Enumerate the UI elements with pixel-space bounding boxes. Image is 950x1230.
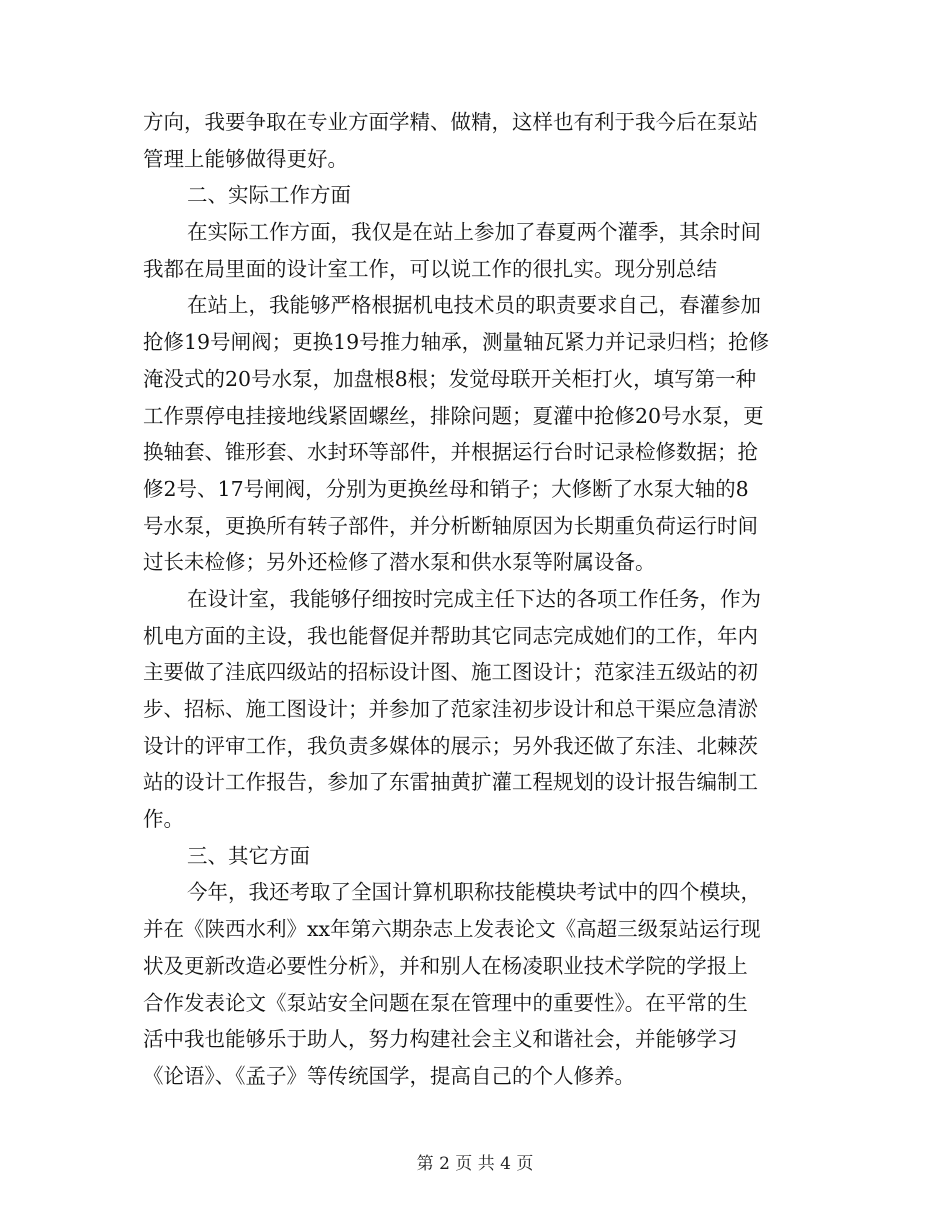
text-line: 设计的评审工作，我负责多媒体的展示；另外我还做了东洼、北棘茨 (143, 733, 758, 758)
text-line: 工作票停电挂接地线紧固螺丝，排除问题；夏灌中抢修20号水泵，更 (143, 403, 764, 428)
text-line: 修2号、17号闸阀，分别为更换丝母和销子；大修断了水泵大轴的8 (143, 476, 749, 501)
text-line: 步、招标、施工图设计；并参加了范家洼初步设计和总干渠应急清淤 (143, 697, 758, 721)
text-line: 今年，我还考取了全国计算机职称技能模块考试中的四个模块， (187, 880, 761, 905)
text-line: 站的设计工作报告，参加了东雷抽黄扩灌工程规划的设计报告编制工 (143, 770, 758, 795)
text-line: 淹没式的20号水泵，加盘根8根；发觉母联开关柜打火，填写第一种 (143, 366, 757, 391)
text-line: 管理上能够做得更好。 (143, 146, 348, 171)
document-body (143, 104, 808, 1095)
text-line: 换轴套、锥形套、水封环等部件，并根据运行台时记录检修数据；抢 (143, 440, 758, 465)
page-footer: 第 2 页 共 4 页 (416, 1154, 534, 1174)
text-line: 主要做了洼底四级站的招标设计图、施工图设计；范家洼五级站的初 (143, 660, 758, 685)
text-line: 抢修19号闸阀；更换19号推力轴承，测量轴瓦紧力并记录归档；抢修 (143, 330, 770, 355)
text-line: 并在《陕西水利》xx年第六期杂志上发表论文《高超三级泵站运行现 (143, 917, 761, 942)
text-line: 方向，我要争取在专业方面学精、做精，这样也有利于我今后在泵站 (143, 110, 758, 134)
text-line: 机电方面的主设，我也能督促并帮助其它同志完成她们的工作，年内 (143, 623, 758, 648)
text-line: 在实际工作方面，我仅是在站上参加了春夏两个灌季，其余时间 (187, 220, 761, 245)
text-line: 状及更新改造必要性分析》，并和别人在杨凌职业技术学院的学报上 (143, 953, 748, 978)
text-line: 号水泵，更换所有转子部件，并分析断轴原因为长期重负荷运行时间 (143, 513, 758, 538)
text-line: 《论语》、《孟子》等传统国学，提高自己的个人修养。 (143, 1063, 635, 1088)
text-line: 合作发表论文《泵站安全问题在泵在管理中的重要性》。在平常的生 (143, 990, 748, 1015)
text-line: 在设计室，我能够仔细按时完成主任下达的各项工作任务，作为 (187, 586, 761, 611)
text-line: 我都在局里面的设计室工作，可以说工作的很扎实。现分别总结 (143, 256, 717, 281)
text-line: 在站上，我能够严格根据机电技术员的职责要求自己，春灌参加 (187, 293, 761, 318)
text-line: 作。 (143, 807, 184, 832)
text-line: 活中我也能够乐于助人，努力构建社会主义和谐社会，并能够学习 (143, 1027, 738, 1052)
text-line: 三、其它方面 (187, 843, 310, 868)
text-line: 过长未检修；另外还检修了潜水泵和供水泵等附属设备。 (143, 550, 656, 575)
text-line: 二、实际工作方面 (187, 183, 351, 208)
